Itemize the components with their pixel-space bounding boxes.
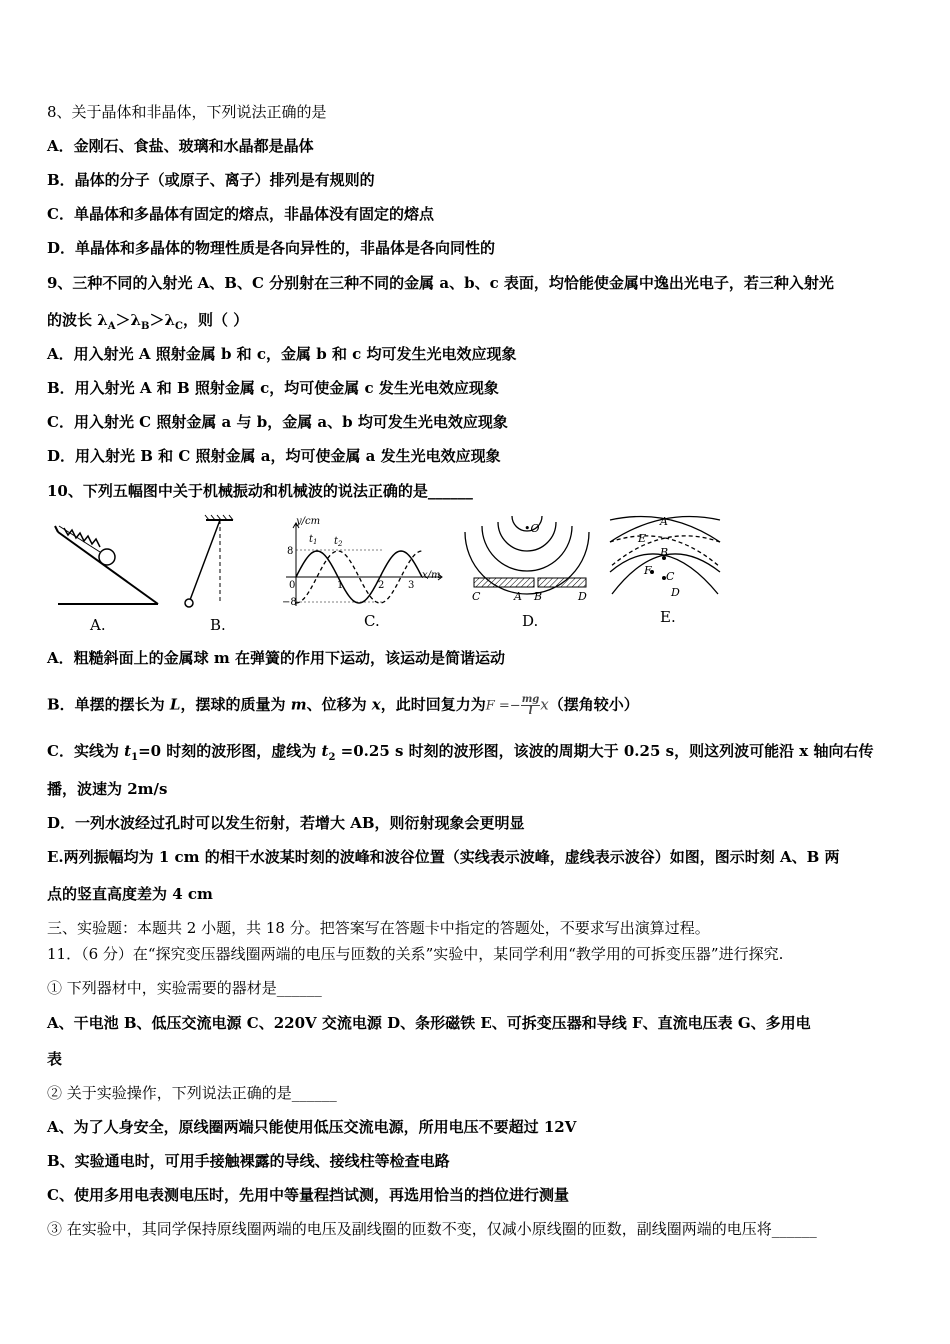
figure-b-label: B.: [210, 616, 226, 634]
figure-e-label: E.: [660, 608, 676, 626]
q10-option-c-line2: 播，波速为 2m/s: [47, 780, 168, 798]
q8-option-b: B．晶体的分子（或原子、离子）排列是有规则的: [47, 171, 375, 189]
q11-part1-options-line2: 表: [47, 1050, 63, 1068]
q11-part2-option-a: A、为了人身安全，原线圈两端只能使用低压交流电源，所用电压不要超过 12V: [47, 1118, 577, 1136]
figure-c-t2-t: t: [334, 536, 339, 547]
q11-part1: ① 下列器材中，实验需要的器材是______: [47, 979, 322, 997]
figure-e-c: C: [666, 570, 675, 583]
q10-b-fraction: [521, 694, 541, 717]
figure-c-x3: 3: [408, 580, 415, 591]
figure-e-f: F: [644, 564, 652, 577]
figure-e-a: A: [660, 515, 668, 528]
q11-part2-option-b: B、实验通电时，可用手接触裸露的导线、接线柱等检查电路: [47, 1152, 450, 1170]
figure-c-wave-graph: [282, 512, 447, 634]
q9-option-c: C．用入射光 C 照射金属 a 与 b，金属 a、b 均可发生光电效应现象: [47, 413, 508, 431]
q10-b-mid1: ，摆球的质量为: [180, 695, 291, 714]
figure-b-pendulum: [178, 512, 248, 634]
figure-d-d: D: [578, 590, 587, 603]
q10-b-frac-num: mg: [521, 694, 540, 705]
q9-sub-c: C: [175, 321, 183, 332]
q10-c-c: =0.25 s 时刻的波形图，该波的周期大于 0.25 s，则这列波可能沿 x 轴向右传: [335, 742, 874, 760]
figure-e-e: E: [638, 532, 647, 545]
q11-part3: ③ 在实验中，其同学保持原线圈两端的电压及副线圈的匝数不变，仅减小原线圈的匝数，副线圈两端的电压将______: [47, 1220, 817, 1238]
figure-e-b: B: [660, 546, 669, 559]
figure-d-o: •O: [524, 522, 540, 535]
q8-option-a: A．金刚石、食盐、玻璃和水晶都是晶体: [47, 137, 314, 155]
q10-option-e-line2: 点的竖直高度差为 4 cm: [47, 885, 213, 903]
figure-c-y-bottom: −8: [282, 597, 297, 608]
q10-b-frac-den: l: [528, 706, 533, 717]
figure-c-ylabel: y/cm: [296, 516, 321, 527]
q10-b-formula-x: x: [540, 695, 549, 714]
q10-c-b: =0 时刻的波形图，虚线为: [138, 742, 322, 760]
q10-c-t1: t: [124, 742, 132, 760]
q10-b-l: L: [169, 695, 181, 714]
q11-part1-options-line1: A、干电池 B、低压交流电源 C、220V 交流电源 D、条形磁铁 E、可拆变压器和导线 F、直流电压表 G、多用电: [47, 1014, 811, 1032]
q9-gt2: ＞λ: [149, 311, 176, 329]
q8-option-c: C．单晶体和多晶体有固定的熔点，非晶体没有固定的熔点: [47, 205, 434, 223]
figure-c-t1-sub: 1: [313, 538, 318, 546]
q10-c-t2: t: [321, 742, 329, 760]
figure-d-diffraction: [460, 512, 595, 634]
q9-stem-line2: [47, 310, 248, 337]
q10-b-prefix: B．单摆的摆长为: [47, 695, 170, 714]
q10-option-a: A．粗糙斜面上的金属球 m 在弹簧的作用下运动，该运动是简谐运动: [47, 649, 505, 667]
figure-e-d: D: [671, 586, 680, 599]
q10-b-x: x: [371, 695, 381, 714]
q10-b-mid3: ，此时回复力为: [380, 695, 486, 714]
figure-a-incline: [50, 512, 165, 634]
q10-b-formula-lhs: F =−: [485, 698, 521, 714]
q9-stem-prefix: 的波长 λ: [47, 311, 108, 329]
figure-c-xlabel: x/m: [422, 570, 441, 581]
figure-c-x0: 0: [289, 580, 296, 591]
q10-c-t2sub: 2: [328, 752, 336, 763]
q9-stem-line1: 9、三种不同的入射光 A、B、C 分别射在三种不同的金属 a、b、c 表面，均恰能使金属中逸出光电子，若三种入射光: [47, 274, 834, 292]
q9-sub-a: A: [107, 321, 116, 332]
q9-gt1: ＞λ: [115, 311, 142, 329]
figure-a-label: A.: [90, 616, 106, 634]
q10-b-mid2: 、位移为: [306, 695, 372, 714]
q10-option-b: [47, 694, 639, 717]
figure-d-c: C: [472, 590, 481, 603]
figure-d-b: B: [534, 590, 543, 603]
figure-c-t2: [334, 536, 343, 548]
q9-option-a: A．用入射光 A 照射金属 b 和 c，金属 b 和 c 均可发生光电效应现象: [47, 345, 517, 363]
q11-part2-option-c: C、使用多用电表测电压时，先用中等量程挡试测，再选用恰当的挡位进行测量: [47, 1186, 569, 1204]
q9-sub-b: B: [141, 321, 150, 332]
figure-c-y-top: 8: [287, 546, 294, 557]
q8-option-d: D．单晶体和多晶体的物理性质是各向异性的，非晶体是各向同性的: [47, 239, 496, 257]
figure-c-x2: 2: [378, 580, 385, 591]
q11-part2: ② 关于实验操作，下列说法正确的是______: [47, 1084, 337, 1102]
figure-c-t1-t: t: [309, 534, 314, 545]
q10-b-suffix: （摆角较小）: [548, 695, 639, 714]
figure-c-t2-sub: 2: [338, 540, 343, 548]
q10-option-e-line1: E.两列振幅均为 1 cm 的相干水波某时刻的波峰和波谷位置（实线表示波峰，虚线表示波谷）如图，图示时刻 A、B 两: [47, 848, 840, 866]
figure-d-label: D.: [522, 612, 539, 630]
q10-c-a: C．实线为: [47, 742, 125, 760]
section-3-heading: 三、实验题：本题共 2 小题，共 18 分。把答案写在答题卡中指定的答题处，不要求写出演算过程。: [47, 919, 710, 937]
figure-d-a: A: [514, 590, 522, 603]
figure-e-interference: [608, 512, 723, 634]
q9-option-b: B．用入射光 A 和 B 照射金属 c，均可使金属 c 发生光电效应现象: [47, 379, 499, 397]
q8-stem: 8、关于晶体和非晶体，下列说法正确的是: [47, 103, 327, 121]
q9-stem-suffix: ，则（ ）: [183, 311, 249, 329]
q10-c-t1sub: 1: [131, 752, 139, 763]
figure-c-x1: 1: [337, 580, 344, 591]
q9-option-d: D．用入射光 B 和 C 照射金属 a，均可使金属 a 发生光电效应现象: [47, 447, 501, 465]
figure-c-label: C.: [364, 612, 380, 630]
q10-stem: 10、下列五幅图中关于机械振动和机械波的说法正确的是______: [47, 482, 473, 500]
q10-option-d: D．一列水波经过孔时可以发生衍射，若增大 AB，则衍射现象会更明显: [47, 814, 525, 832]
q10-option-c-line1: [47, 741, 873, 768]
figure-c-t1: [309, 534, 318, 546]
q10-b-m: m: [290, 695, 307, 714]
q11-stem: 11．（6 分）在“探究变压器线圈两端的电压与匝数的关系”实验中，某同学利用“教学用的可拆变压器”进行探究.: [47, 945, 784, 963]
